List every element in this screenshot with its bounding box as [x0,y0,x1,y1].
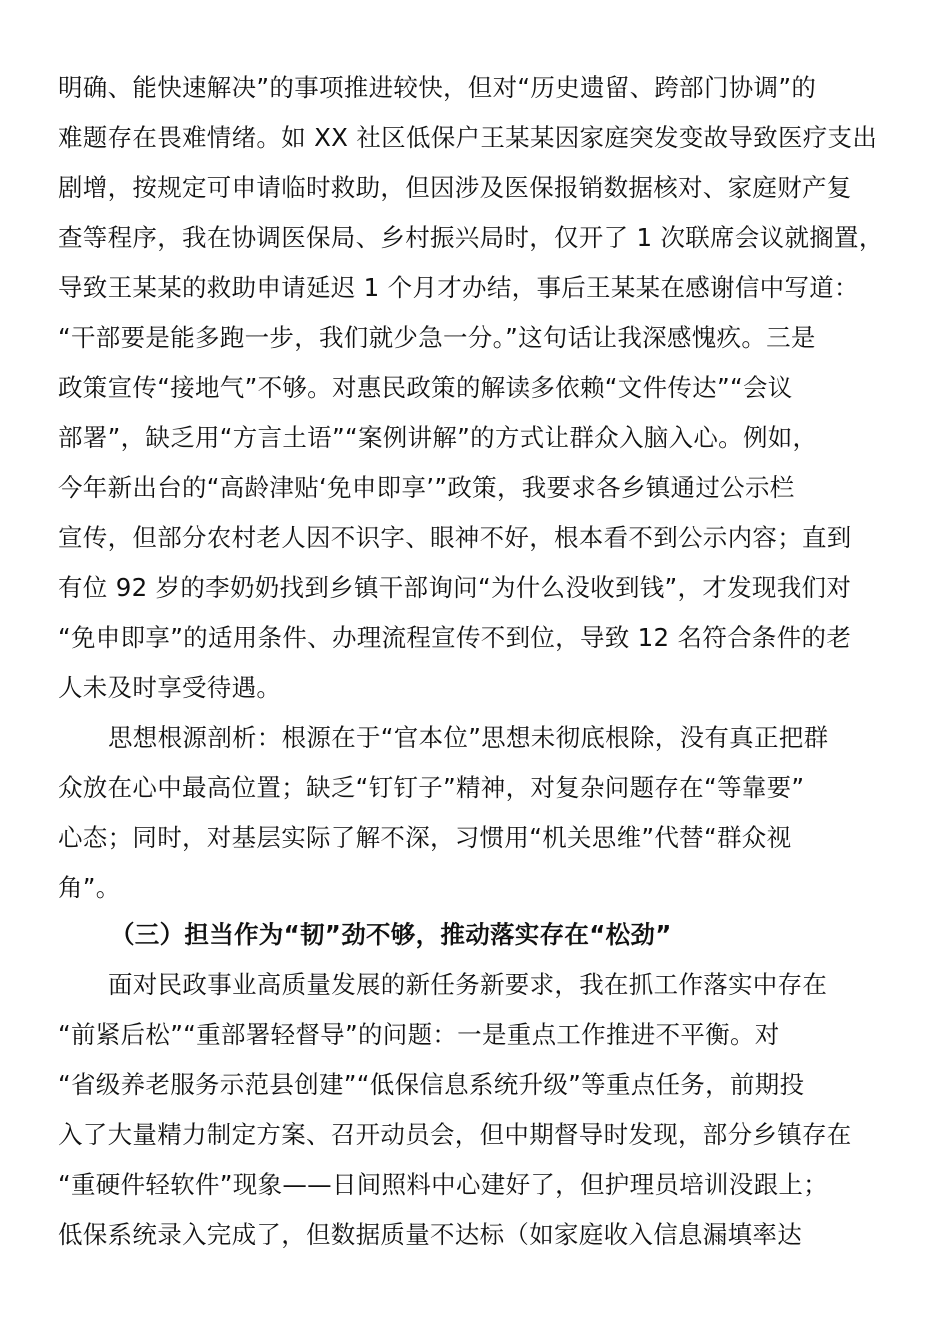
text-line-16: 心态；同时，对基层实际了解不深，习惯用“机关思维”代替“群众视 [58,823,792,852]
section-heading: （三）担当作为“韧”劲不够，推动落实存在“松劲” [110,920,672,949]
text-line-21: “省级养老服务示范县创建”“低保信息系统升级”等重点任务，前期投 [58,1070,805,1099]
text-line-12: “免申即享”的适用条件、办理流程宣传不到位，导致 12 名符合条件的老 [58,623,852,652]
text-line-10: 宣传，但部分农村老人因不识字、眼神不好，根本看不到公示内容；直到 [58,523,852,552]
text-line-9: 今年新出台的“高龄津贴‘免申即享’”政策，我要求各乡镇通过公示栏 [58,473,795,502]
text-line-23: “重硬件轻软件”现象——日间照料中心建好了，但护理员培训没跟上； [58,1170,828,1199]
text-line-22: 入了大量精力制定方案、召开动员会，但中期督导时发现，部分乡镇存在 [58,1120,852,1149]
text-line-11: 有位 92 岁的李奶奶找到乡镇干部询问“为什么没收到钱”，才发现我们对 [58,573,852,602]
text-line-8: 部署”，缺乏用“方言土语”“案例讲解”的方式让群众入脑入心。例如， [58,423,818,452]
text-line-7: 政策宣传“接地气”不够。对惠民政策的解读多依赖“文件传达”“会议 [58,373,793,402]
text-line-24: 低保系统录入完成了，但数据质量不达标（如家庭收入信息漏填率达 [58,1220,802,1249]
text-line-1: 明确、能快速解决”的事项推进较快，但对“历史遗留、跨部门协调”的 [58,73,817,102]
text-line-4: 查等程序，我在协调医保局、乡村振兴局时，仅开了 1 次联席会议就搁置， [58,223,884,252]
text-line-3: 剧增，按规定可申请临时救助，但因涉及医保报销数据核对、家庭财产复 [58,173,852,202]
text-line-5: 导致王某某的救助申请延迟 1 个月才办结，事后王某某在感谢信中写道： [58,273,859,302]
text-line-15: 众放在心中最高位置；缺乏“钉钉子”精神，对复杂问题存在“等靠要” [58,773,805,802]
text-line-6: “干部要是能多跑一步，我们就少急一分。”这句话让我深感愧疚。三是 [58,323,816,352]
text-line-14: 思想根源剖析：根源在于“官本位”思想未彻底根除，没有真正把群 [108,723,829,752]
text-line-17: 角”。 [58,873,121,902]
text-line-20: “前紧后松”“重部署轻督导”的问题：一是重点工作推进不平衡。对 [58,1020,780,1049]
text-line-19: 面对民政事业高质量发展的新任务新要求，我在抓工作落实中存在 [108,970,828,999]
text-line-2: 难题存在畏难情绪。如 XX 社区低保户王某某因家庭突发变故导致医疗支出 [58,123,878,152]
text-line-13: 人未及时享受待遇。 [58,673,282,702]
